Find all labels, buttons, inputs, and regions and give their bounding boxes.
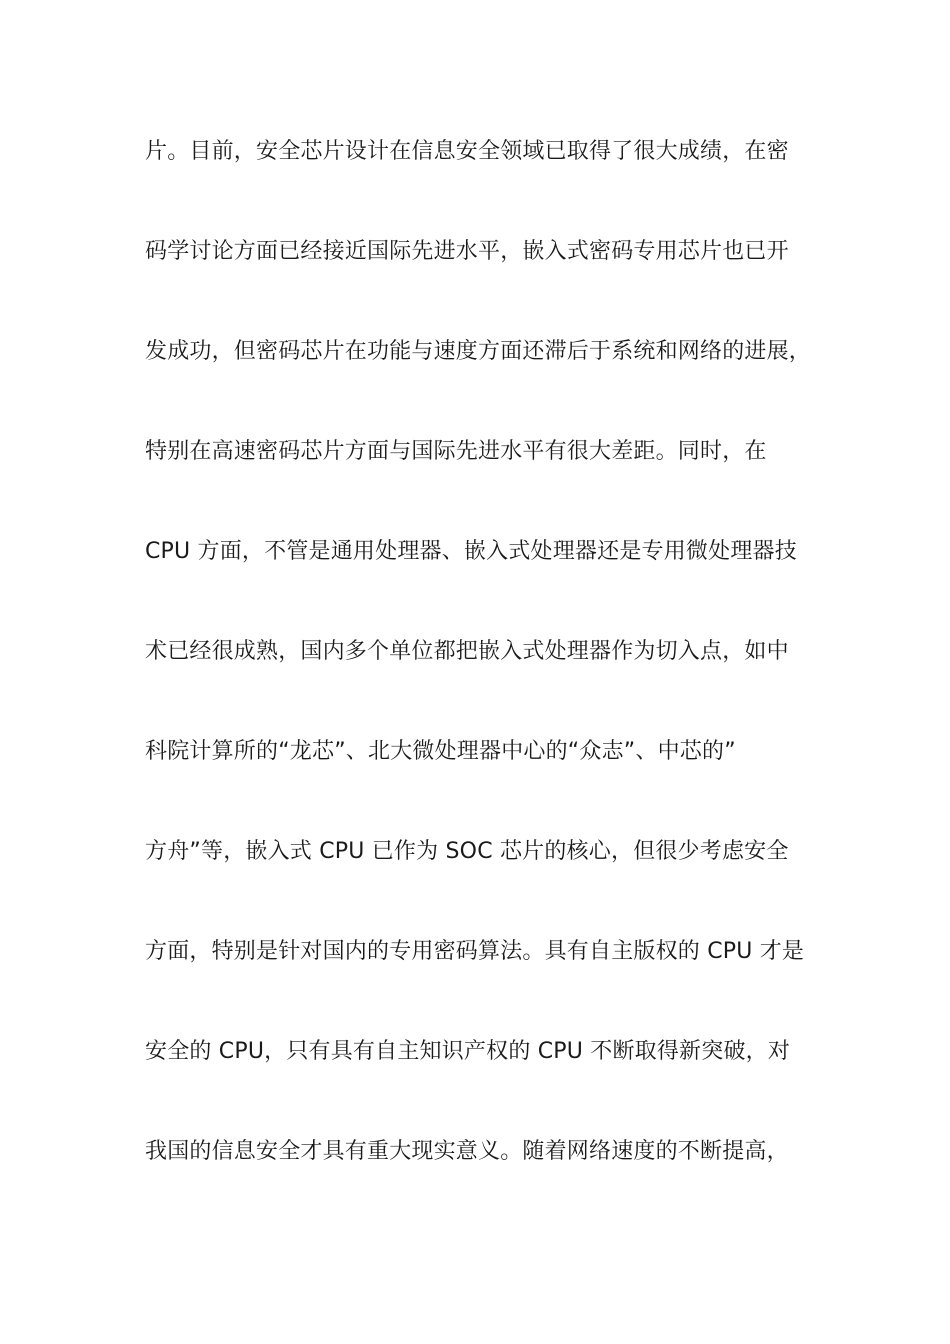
body-text [145,128,835,1228]
text-line-2: 码学讨论方面已经接近国际先进水平，嵌入式密码专用芯片也已开 [145,239,789,264]
text-line-7: 科院计算所的“龙芯”、北大微处理器中心的“众志”、中芯的” [145,739,736,764]
text-line-9: 方面，特别是针对国内的专用密码算法。具有自主版权的 CPU 才是 [145,939,805,964]
text-line-8: 方舟”等，嵌入式 CPU 已作为 SOC 芯片的核心，但很少考虑安全 [145,839,789,864]
text-line-3: 发成功，但密码芯片在功能与速度方面还滞后于系统和网络的进展， [145,339,812,364]
text-line-6: 术已经很成熟，国内多个单位都把嵌入式处理器作为切入点，如中 [145,639,789,664]
text-line-4: 特别在高速密码芯片方面与国际先进水平有很大差距。同时，在 [145,439,767,464]
text-line-11: 我国的信息安全才具有重大现实意义。随着网络速度的不断提高， [145,1139,789,1164]
text-line-10: 安全的 CPU，只有具有自主知识产权的 CPU 不断取得新突破，对 [145,1039,791,1064]
text-line-1: 片。目前，安全芯片设计在信息安全领域已取得了很大成绩，在密 [145,139,789,164]
text-line-5: CPU 方面，不管是通用处理器、嵌入式处理器还是专用微处理器技 [145,539,797,564]
